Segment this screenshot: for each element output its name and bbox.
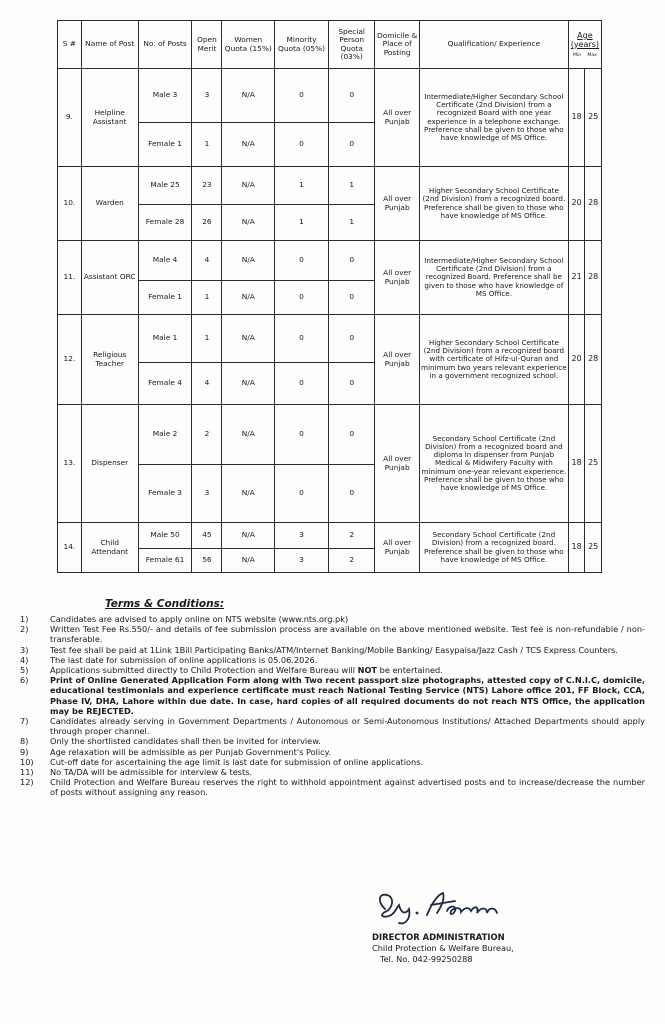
signature-title: DIRECTOR ADMINISTRATION [372,932,505,942]
terms-item [20,675,645,716]
cell-female-merit: 56 [192,549,222,573]
terms-item-number: 8) [20,736,29,747]
table-row [58,523,602,549]
cell-female-posts: Female 3 [138,465,192,523]
cell-female-posts: Female 4 [138,363,192,405]
terms-item [20,614,645,624]
cell-qualification: Intermediate/Higher Secondary School Certificate (2nd Division) from a recognized Board. Preference shall be given to those who have knowledge of MS Office. [419,241,568,315]
terms-item-text: Test fee shall be paid at 1Link 1Bill Participating Banks/ATM/Internet Banking/Mobile Banking/ Easypaisa/Jazz Cash / TCS Express Counters. [50,644,618,655]
cell-male-special-quota: 0 [328,241,375,281]
cell-male-women-quota: N/A [222,315,275,363]
cell-female-merit: 26 [192,205,222,241]
cell-female-merit: 4 [192,363,222,405]
cell-male-women-quota: N/A [222,69,275,123]
cell-male-merit: 2 [192,405,222,465]
cell-male-posts: Male 3 [138,69,192,123]
terms-item-text: No TA/DA will be admissible for interview & tests. [50,767,253,778]
cell-female-minority-quota: 0 [275,123,329,167]
cell-male-posts: Male 2 [138,405,192,465]
cell-domicile: All over Punjab [375,315,419,405]
table-row [58,167,602,205]
cell-female-posts: Female 28 [138,205,192,241]
terms-item-number: 9) [20,746,29,757]
cell-male-merit: 3 [192,69,222,123]
table-row [58,241,602,281]
terms-item-text [50,665,645,675]
terms-item-number: 11) [20,767,34,778]
cell-domicile: All over Punjab [375,405,419,523]
header-posts: No. of Posts [138,21,192,69]
cell-qualification: Secondary School Certificate (2nd Division) from a recognized board. Preference shall be given to those who have knowledge of MS Office. [419,523,568,573]
cell-male-special-quota: 0 [328,405,375,465]
cell-female-minority-quota: 0 [275,465,329,523]
signature-tel: Tel. No. 042-99250288 [380,954,473,964]
cell-age-min: 18 [568,69,585,167]
cell-male-women-quota: N/A [222,405,275,465]
table-row [58,315,602,363]
cell-qualification: Intermediate/Higher Secondary School Certificate (2nd Division) from a recognized Board with one year experience in a telephone exchange. Preference shall be given to those who have knowledge of MS Office. [419,69,568,167]
cell-domicile: All over Punjab [375,167,419,241]
cell-serial: 10. [58,167,82,241]
cell-female-minority-quota: 0 [275,281,329,315]
cell-male-merit: 45 [192,523,222,549]
terms-item-number: 12) [20,777,34,788]
terms-item-text: Age relaxation will be admissible as per Punjab Government's Policy. [50,746,331,757]
cell-age-max: 28 [585,241,602,315]
cell-age-min: 20 [568,167,585,241]
cell-male-special-quota: 2 [328,523,375,549]
cell-age-min: 21 [568,241,585,315]
cell-age-min: 18 [568,523,585,573]
header-post: Name of Post [81,21,138,69]
terms-item-text: Candidates are advised to apply online on NTS website (www.nts.org.pk) [50,614,349,624]
signature-image [365,885,540,925]
cell-female-merit: 1 [192,281,222,315]
terms-item-text-part: Applications submitted directly to Child Protection and Welfare Bureau will [50,665,358,676]
terms-item [20,645,645,655]
cell-male-women-quota: N/A [222,523,275,549]
terms-item [20,736,645,746]
cell-male-posts: Male 4 [138,241,192,281]
cell-age-max: 25 [585,523,602,573]
terms-item-number: 7) [20,716,29,727]
cell-age-max: 28 [585,315,602,405]
cell-post-name: Helpline Assistant [81,69,138,167]
terms-list [20,614,645,798]
terms-item-emphasis: NOT [357,665,378,676]
terms-title: Terms & Conditions: [105,598,225,610]
cell-female-minority-quota: 0 [275,363,329,405]
terms-item [20,665,645,675]
terms-item-text: Child Protection and Welfare Bureau reserves the right to withhold appointment against advertised posts and to increase/decrease the number of posts without assigning any reason. [50,777,645,798]
terms-item [20,624,645,644]
terms-item-text: Print of Online Generated Application Form along with Two recent passport size photographs, attested copy of C.N.I.C, domicile, educational testimonials and experience certificate must reach National Testing Service (NTS) Lahore office 201, FF Block, CCA, Phase IV, DHA, Lahore within due date. In case, hard copies of all required documents do not reach NTS Office, the application may be REJECTED. [50,675,645,716]
posts-table [57,20,602,573]
terms-item-text: Only the shortlisted candidates shall then be invited for interview. [50,736,321,747]
cell-male-minority-quota: 0 [275,405,329,465]
header-merit: Open Merit [192,21,222,69]
terms-item [20,655,645,665]
table-row [58,69,602,123]
cell-female-special-quota: 0 [328,465,375,523]
cell-post-name: Religious Teacher [81,315,138,405]
cell-female-posts: Female 61 [138,549,192,573]
cell-post-name: Assistant ORC [81,241,138,315]
cell-female-minority-quota: 1 [275,205,329,241]
terms-item-text: The last date for submission of online applications is 05.06.2026. [50,654,318,665]
terms-item-text: Cut-off date for ascertaining the age limit is last date for submission of online applications. [50,756,424,767]
signature-org: Child Protection & Welfare Bureau, [372,943,514,953]
cell-serial: 14. [58,523,82,573]
table-body [58,69,602,573]
terms-item [20,716,645,736]
terms-item [20,747,645,757]
cell-female-women-quota: N/A [222,281,275,315]
terms-item-number: 6) [20,675,29,686]
cell-qualification: Higher Secondary School Certificate (2nd Division) from a recognized board with certificate of Hifz-ul-Quran and minimum two years relevant experience in a government recognized school. [419,315,568,405]
terms-item-number: 1) [20,614,29,624]
terms-item-number: 5) [20,665,29,676]
cell-post-name: Dispenser [81,405,138,523]
header-special: Special Person Quota (03%) [328,21,375,69]
table-header-row [58,21,602,69]
cell-male-merit: 4 [192,241,222,281]
terms-item-text-part: be entertained. [377,665,443,676]
cell-female-special-quota: 2 [328,549,375,573]
header-domicile: Domicile & Place of Posting [375,21,419,69]
cell-domicile: All over Punjab [375,241,419,315]
cell-male-posts: Male 1 [138,315,192,363]
cell-age-min: 20 [568,315,585,405]
terms-item [20,757,645,767]
terms-item-number: 4) [20,654,29,665]
cell-post-name: Warden [81,167,138,241]
cell-domicile: All over Punjab [375,69,419,167]
cell-female-merit: 1 [192,123,222,167]
cell-female-special-quota: 0 [328,123,375,167]
cell-qualification: Higher Secondary School Certificate (2nd Division) from a recognized board. Preference shall be given to those who have knowledge of MS Office. [419,167,568,241]
terms-item [20,767,645,777]
cell-post-name: Child Attendant [81,523,138,573]
cell-male-women-quota: N/A [222,167,275,205]
cell-female-women-quota: N/A [222,465,275,523]
table-row [58,405,602,465]
cell-age-max: 28 [585,167,602,241]
cell-male-merit: 23 [192,167,222,205]
header-age [568,21,601,69]
terms-item-number: 2) [20,624,29,635]
cell-age-min: 18 [568,405,585,523]
cell-female-merit: 3 [192,465,222,523]
cell-female-women-quota: N/A [222,205,275,241]
cell-serial: 11. [58,241,82,315]
cell-male-minority-quota: 0 [275,315,329,363]
signature-block [372,932,572,965]
cell-qualification: Secondary School Certificate (2nd Division) from a recognized board and diploma in dispenser from Punjab Medical & Midwifery Faculty with minimum one-year relevant experience. Preference shall be given to those who have knowledge of MS Office. [419,405,568,523]
header-age-title: Age (years) [570,30,600,49]
terms-item-number: 3) [20,644,29,655]
cell-serial: 12. [58,315,82,405]
cell-age-max: 25 [585,405,602,523]
header-women: Women Quota (15%) [222,21,275,69]
cell-male-posts: Male 25 [138,167,192,205]
cell-age-max: 25 [585,69,602,167]
cell-male-special-quota: 0 [328,69,375,123]
cell-male-minority-quota: 1 [275,167,329,205]
cell-female-posts: Female 1 [138,281,192,315]
cell-female-women-quota: N/A [222,123,275,167]
cell-male-minority-quota: 0 [275,69,329,123]
cell-female-minority-quota: 3 [275,549,329,573]
cell-male-special-quota: 1 [328,167,375,205]
cell-domicile: All over Punjab [375,523,419,573]
cell-female-special-quota: 0 [328,363,375,405]
cell-male-posts: Male 50 [138,523,192,549]
cell-serial: 13. [58,405,82,523]
cell-male-special-quota: 0 [328,315,375,363]
cell-female-special-quota: 0 [328,281,375,315]
terms-item-text: Candidates already serving in Government Departments / Autonomous or Semi-Autonomous Institutions/ Attached Departments should apply through proper channel. [50,716,645,737]
cell-male-minority-quota: 0 [275,241,329,281]
header-age-min: Min [572,52,582,58]
cell-male-merit: 1 [192,315,222,363]
terms-item-text: Written Test Fee Rs.550/- and details of fee submission process are available on the above mentioned website. Test fee is non-refundable / non-transferable. [50,624,645,645]
header-minority: Minority Quota (05%) [275,21,329,69]
header-age-sub [570,52,600,60]
cell-male-minority-quota: 3 [275,523,329,549]
cell-female-women-quota: N/A [222,363,275,405]
cell-female-women-quota: N/A [222,549,275,573]
terms-item [20,777,645,797]
header-qualification: Qualification/ Experience [419,21,568,69]
cell-female-special-quota: 1 [328,205,375,241]
header-age-max: Max [587,52,597,58]
cell-male-women-quota: N/A [222,241,275,281]
terms-item-number: 10) [20,756,34,767]
cell-serial: 9. [58,69,82,167]
header-sr: S # [58,21,82,69]
cell-female-posts: Female 1 [138,123,192,167]
